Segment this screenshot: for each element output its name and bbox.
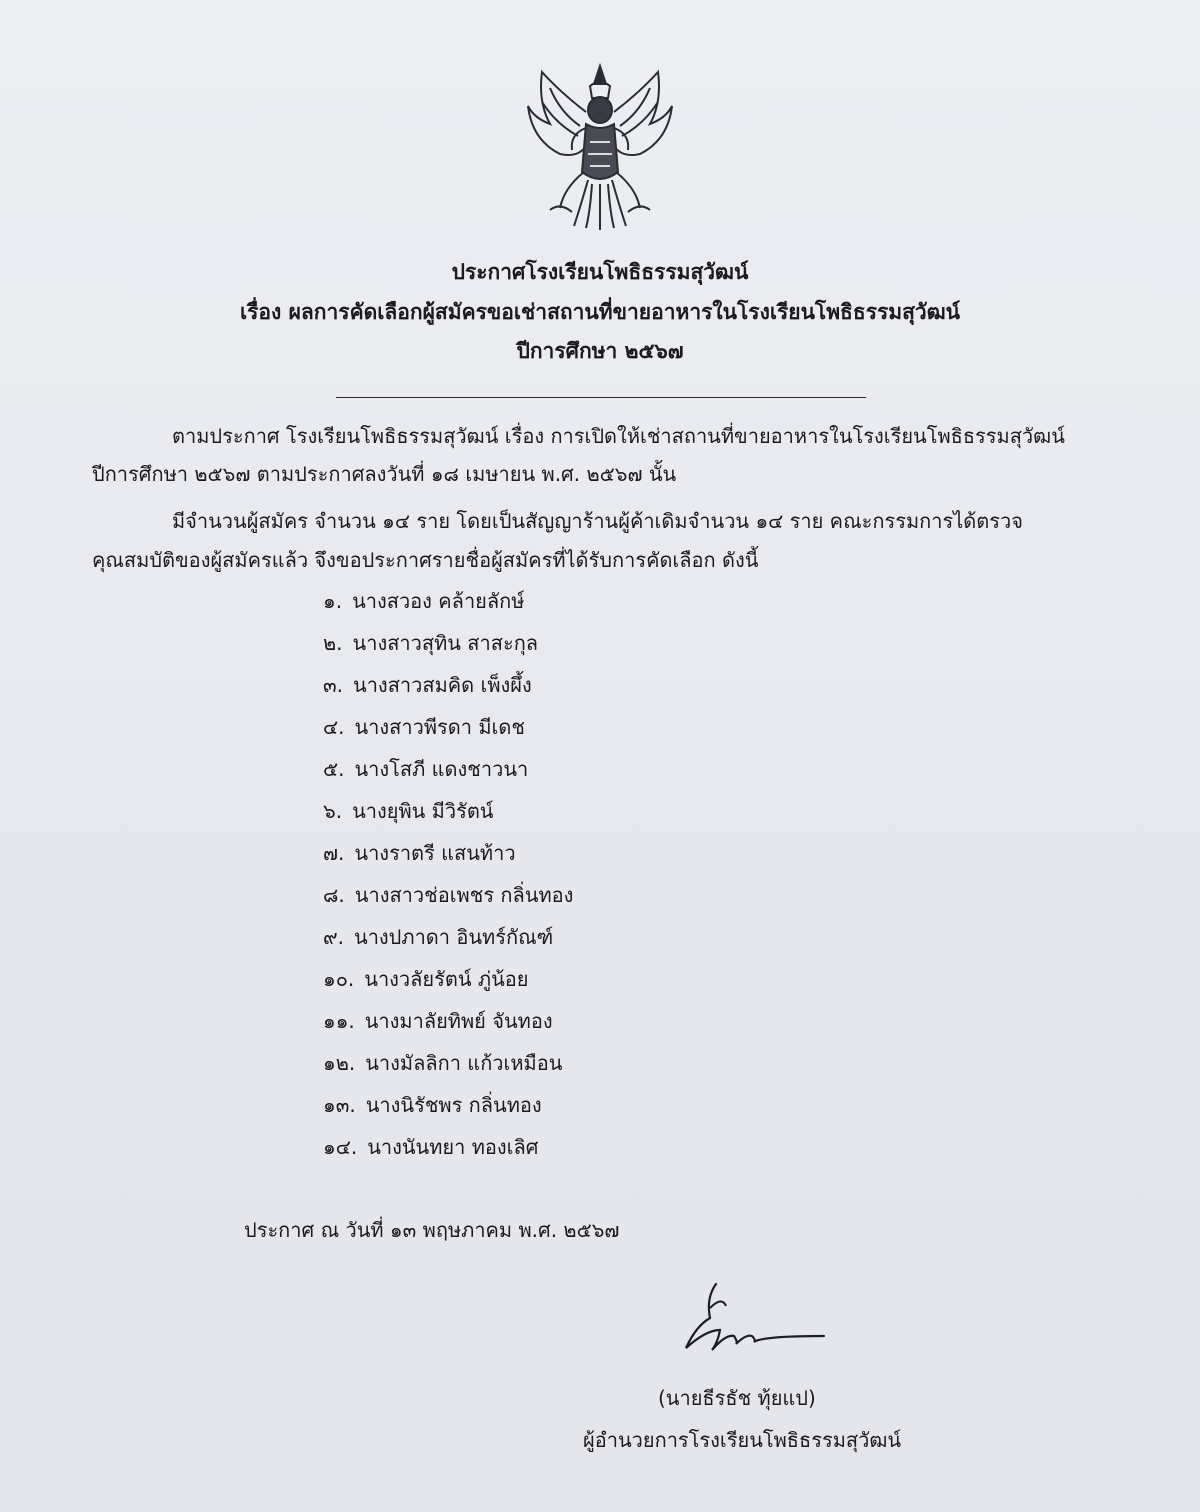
list-item-number: ๑๐. <box>323 967 355 991</box>
list-item <box>323 916 573 958</box>
list-item-name: นางมัลลิกา แก้วเหมือน <box>365 1051 563 1075</box>
list-item-name: นางนิรัชพร กลิ่นทอง <box>365 1093 542 1117</box>
list-item <box>323 790 573 832</box>
paragraph-2-line-1: มีจำนวนผู้สมัคร จำนวน ๑๔ ราย โดยเป็นสัญญาร้านผู้ค้าเดิมจำนวน ๑๔ ราย คณะกรรมการได้ตรวจ <box>172 509 1023 533</box>
signer-position: ผู้อำนวยการโรงเรียนโพธิธรรมสุวัฒน์ <box>583 1428 902 1452</box>
list-item-name: นางโสภี แดงชาวนา <box>354 757 529 781</box>
list-item-number: ๑๔. <box>323 1135 358 1159</box>
list-item-number: ๕. <box>323 757 345 781</box>
paragraph-1-line-1: ตามประกาศ โรงเรียนโพธิธรรมสุวัฒน์ เรื่อง การเปิดให้เช่าสถานที่ขายอาหารในโรงเรียนโพธิธรรมสุวัฒน์ <box>172 424 1065 448</box>
list-item <box>323 874 573 916</box>
list-item <box>323 1042 573 1084</box>
list-item <box>323 958 573 1000</box>
list-item-name: นางสาวช่อเพชร กลิ่นทอง <box>354 883 574 907</box>
list-item-number: ๒. <box>323 631 343 655</box>
paragraph-2-line-2: คุณสมบัติของผู้สมัครแล้ว จึงขอประกาศรายชื่อผู้สมัครที่ได้รับการคัดเลือก ดังนี้ <box>92 548 759 572</box>
list-item-name: นางสาวสุทิน สาสะกุล <box>352 631 539 655</box>
announcement-dateline: ประกาศ ณ วันที่ ๑๓ พฤษภาคม พ.ศ. ๒๕๖๗ <box>244 1218 620 1242</box>
announcement-title: ประกาศโรงเรียนโพธิธรรมสุวัฒน์ <box>451 260 749 284</box>
list-item-number: ๑. <box>323 589 343 613</box>
list-item-number: ๙. <box>323 925 345 949</box>
academic-year: ปีการศึกษา ๒๕๖๗ <box>516 339 684 363</box>
list-item <box>323 580 573 622</box>
list-item-number: ๑๑. <box>323 1009 355 1033</box>
list-item-name: นางยุพิน มีวิรัตน์ <box>352 799 494 823</box>
signer-name: (นายธีรธัช ทุ้ยแป) <box>658 1386 816 1410</box>
list-item-name: นางสวอง คล้ายลักษ์ <box>352 589 525 613</box>
list-item-name: นางนันทยา ทองเลิศ <box>367 1135 539 1159</box>
list-item-name: นางมาลัยทิพย์ จันทอง <box>364 1009 553 1033</box>
list-item-number: ๗. <box>323 841 345 865</box>
list-item-name: นางราตรี แสนท้าว <box>354 841 516 865</box>
list-item <box>323 1126 573 1168</box>
list-item-number: ๑๒. <box>323 1051 356 1075</box>
announcement-subject: เรื่อง ผลการคัดเลือกผู้สมัครขอเช่าสถานที่ขายอาหารในโรงเรียนโพธิธรรมสุวัฒน์ <box>239 300 961 324</box>
list-item-number: ๘. <box>323 883 345 907</box>
list-item-number: ๖. <box>323 799 343 823</box>
list-item-name: นางสาวพีรดา มีเดช <box>354 715 525 739</box>
list-item-name: นางสาวสมคิด เพ็งผึ้ง <box>353 673 532 697</box>
list-item <box>323 1084 573 1126</box>
list-item <box>323 706 573 748</box>
list-item-name: นางวลัยรัตน์ ภู่น้อย <box>364 967 529 991</box>
list-item <box>323 622 573 664</box>
candidate-list <box>323 580 573 1168</box>
list-item <box>323 748 573 790</box>
header-divider <box>336 397 866 398</box>
list-item <box>323 1000 573 1042</box>
list-item-number: ๑๓. <box>323 1093 356 1117</box>
list-item <box>323 664 573 706</box>
garuda-emblem-icon <box>520 62 680 232</box>
list-item <box>323 832 573 874</box>
handwritten-signature <box>676 1278 836 1368</box>
paragraph-1-line-2: ปีการศึกษา ๒๕๖๗ ตามประกาศลงวันที่ ๑๘ เมษายน พ.ศ. ๒๕๖๗ นั้น <box>92 462 677 486</box>
list-item-number: ๔. <box>323 715 345 739</box>
list-item-name: นางปภาดา อินทร์กัณฑ์ <box>354 925 554 949</box>
list-item-number: ๓. <box>323 673 344 697</box>
